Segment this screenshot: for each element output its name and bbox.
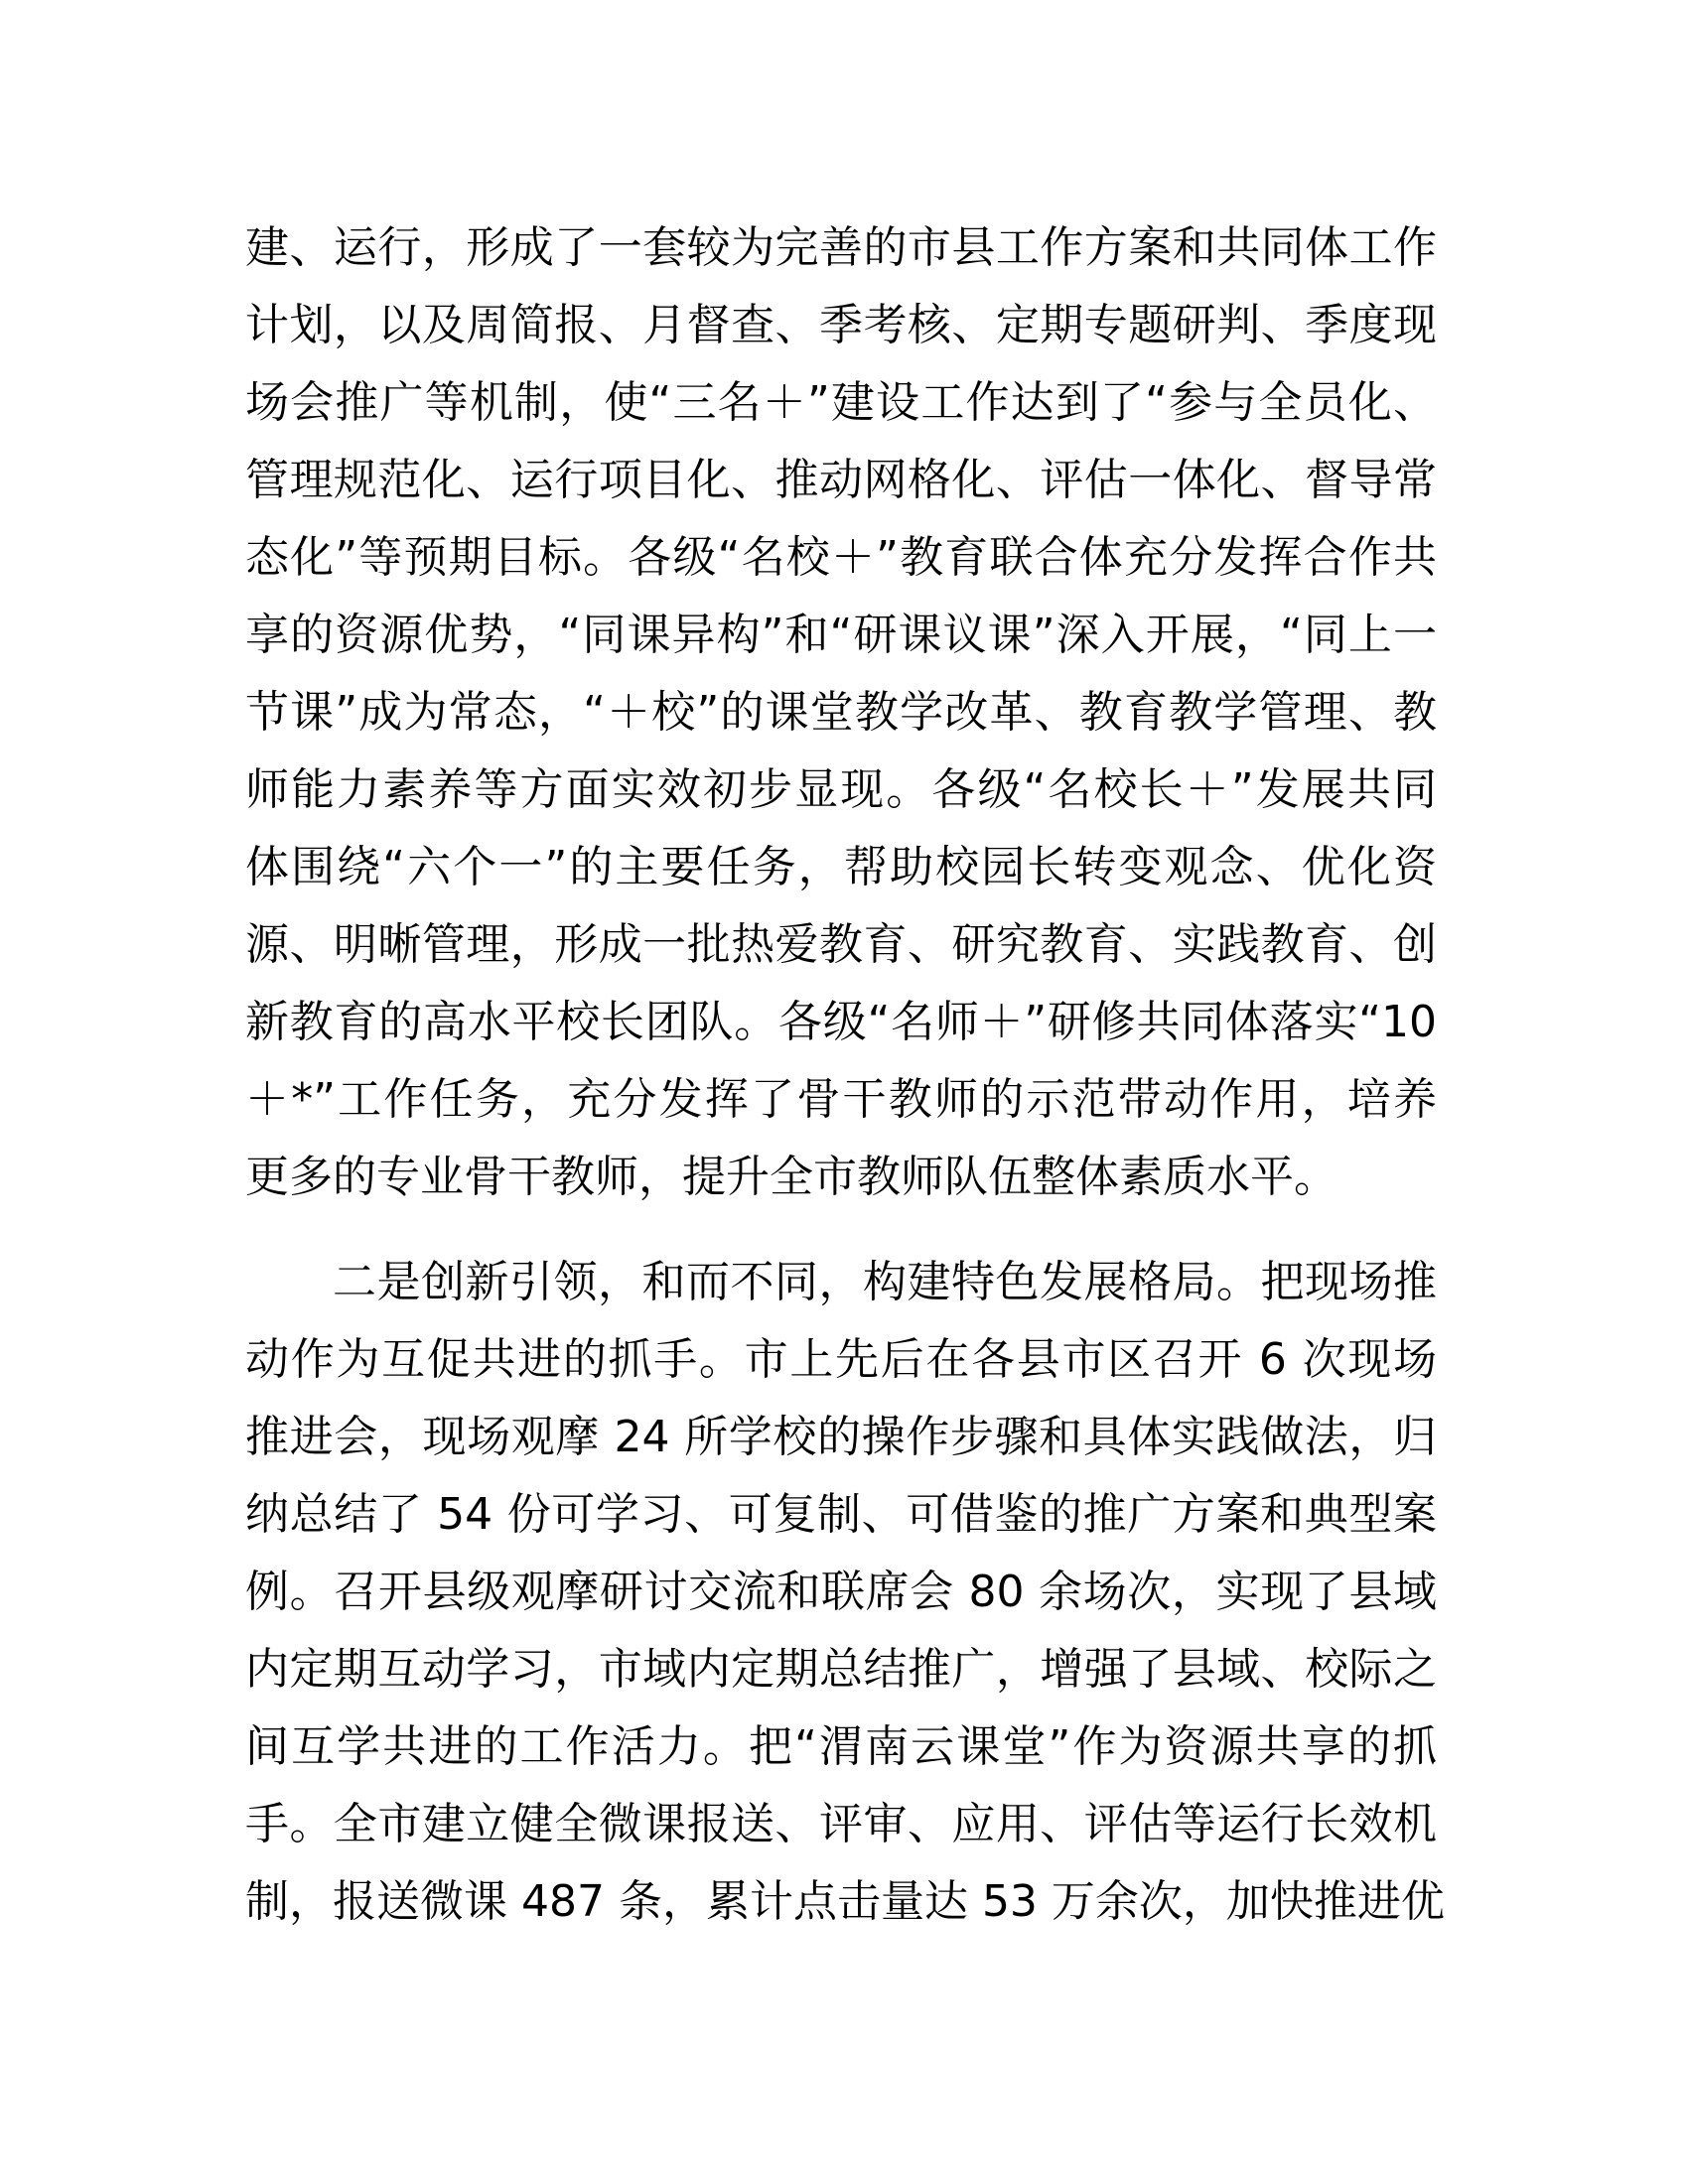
text-line: 态化”等预期目标。各级“名校＋”教育联合体充分发挥合作共 bbox=[245, 532, 1437, 583]
text-line: 建、运行，形成了一套较为完善的市县工作方案和共同体工作 bbox=[245, 222, 1437, 273]
text-line: 推进会，现场观摩 24 所学校的操作步骤和具体实践做法，归 bbox=[245, 1412, 1437, 1462]
text-line: 源、明晰管理，形成一批热爱教育、研究教育、实践教育、创 bbox=[245, 919, 1437, 970]
text-line: 管理规范化、运行项目化、推动网格化、评估一体化、督导常 bbox=[245, 455, 1437, 505]
text-line: 享的资源优势，“同课异构”和“研课议课”深入开展，“同上一 bbox=[245, 610, 1437, 660]
paragraph-2 bbox=[245, 1244, 1445, 1941]
text-line: 师能力素养等方面实效初步显现。各级“名校长＋”发展共同 bbox=[245, 764, 1437, 815]
text-line: 间互学共进的工作活力。把“渭南云课堂”作为资源共享的抓 bbox=[245, 1721, 1437, 1772]
paragraph-1 bbox=[245, 209, 1437, 1216]
text-line: 内定期互动学习，市域内定期总结推广，增强了县域、校际之 bbox=[245, 1644, 1437, 1695]
text-line: 纳总结了 54 份可学习、可复制、可借鉴的推广方案和典型案 bbox=[245, 1489, 1437, 1540]
text-line: 动作为互促共进的抓手。市上先后在各县市区召开 6 次现场 bbox=[245, 1334, 1437, 1385]
text-line: 新教育的高水平校长团队。各级“名师＋”研修共同体落实“10 bbox=[245, 997, 1437, 1047]
text-line: 计划，以及周简报、月督查、季考核、定期专题研判、季度现 bbox=[245, 300, 1437, 350]
text-line: 手。全市建立健全微课报送、评审、应用、评估等运行长效机 bbox=[245, 1799, 1437, 1849]
text-line: 场会推广等机制，使“三名＋”建设工作达到了“参与全员化、 bbox=[245, 377, 1437, 428]
text-line-first: 二是创新引领，和而不同，构建特色发展格局。把现场推 bbox=[333, 1257, 1437, 1307]
text-line: ＋*”工作任务，充分发挥了骨干教师的示范带动作用，培养 bbox=[245, 1074, 1437, 1125]
text-line: 制，报送微课 487 条，累计点击量达 53 万余次，加快推进优 bbox=[245, 1876, 1445, 1927]
text-line: 例。召开县级观摩研讨交流和联席会 80 余场次，实现了县域 bbox=[245, 1567, 1437, 1617]
text-line: 体围绕“六个一”的主要任务，帮助校园长转变观念、优化资 bbox=[245, 842, 1437, 892]
text-line-last: 更多的专业骨干教师，提升全市教师队伍整体素质水平。 bbox=[245, 1152, 1337, 1202]
text-line: 节课”成为常态，“＋校”的课堂教学改革、教育教学管理、教 bbox=[245, 687, 1437, 738]
